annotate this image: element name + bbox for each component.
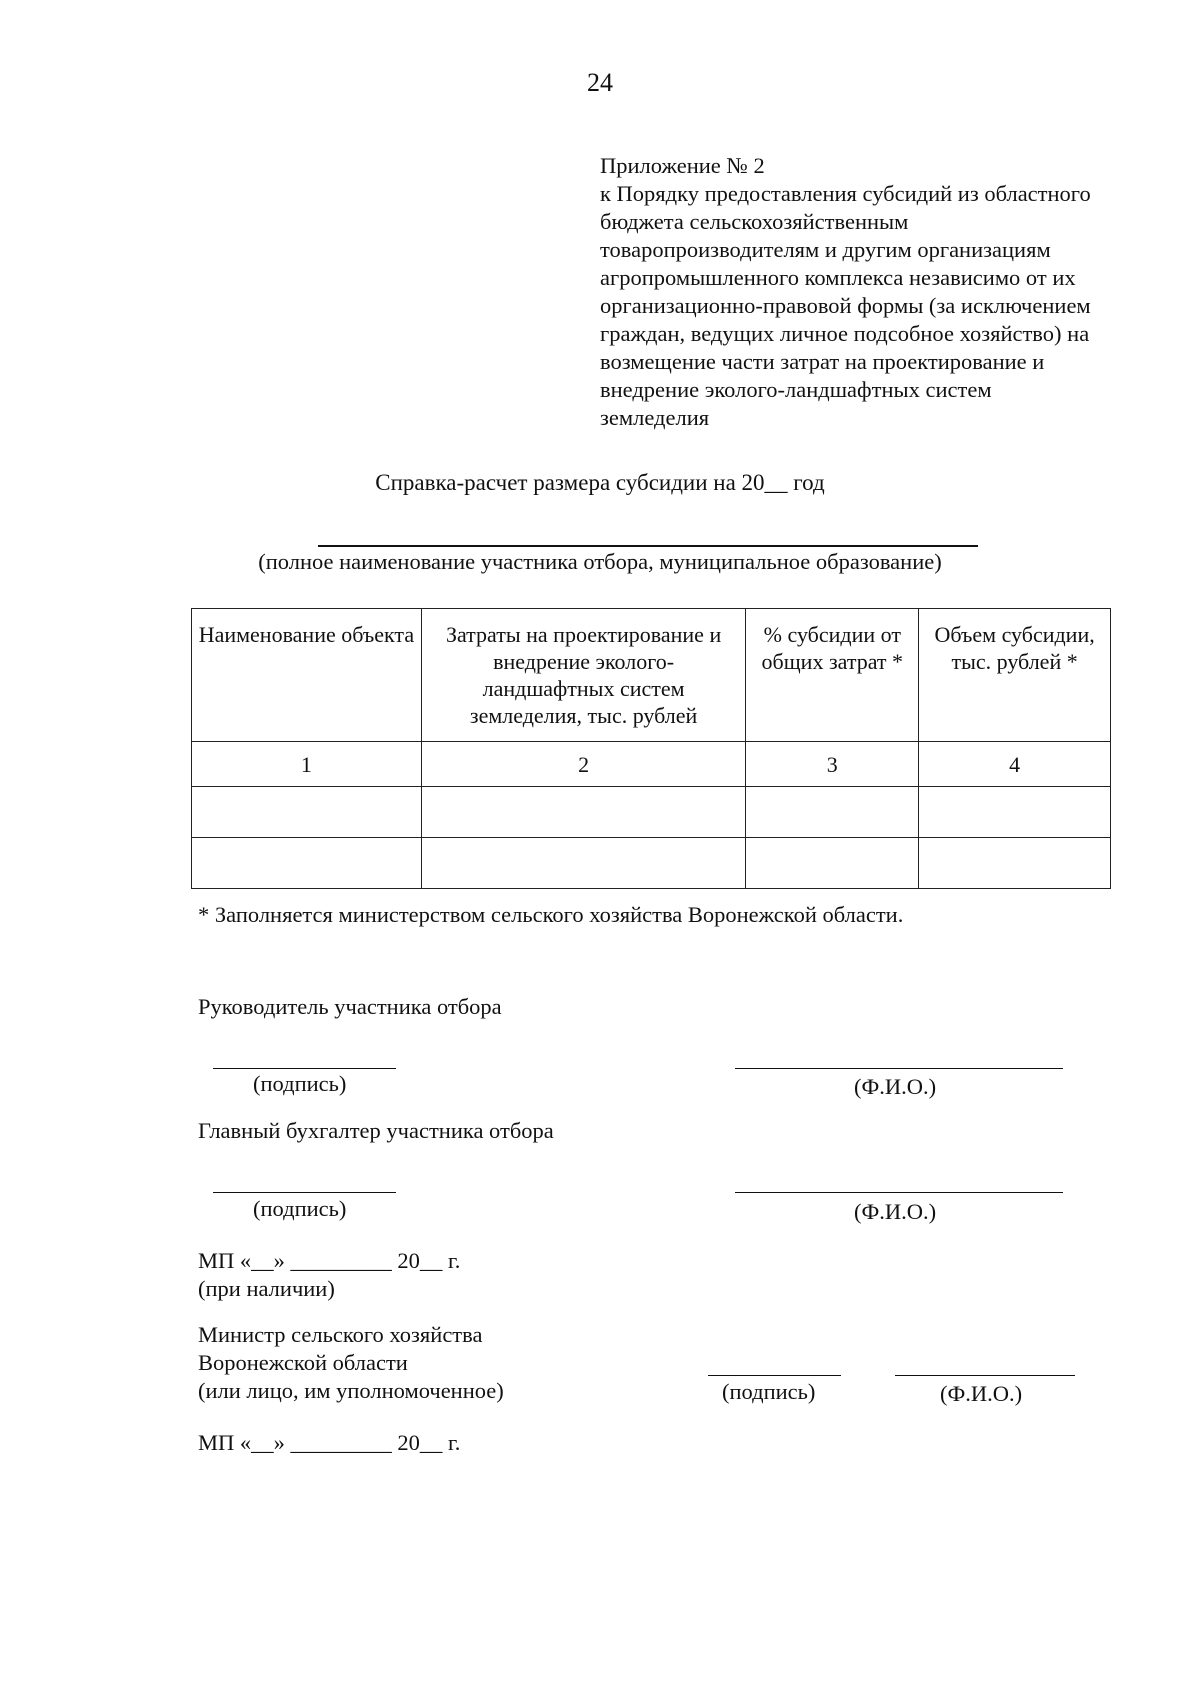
header-subsidy-percent: % субсидии от общих затрат *	[746, 609, 919, 742]
table-cell[interactable]	[192, 787, 422, 838]
participant-name-line[interactable]	[318, 545, 978, 547]
head-label: Руководитель участника отбора	[198, 994, 502, 1019]
accountant-label: Главный бухгалтер участника отбора	[198, 1118, 554, 1143]
table-footnote: * Заполняется министерством сельского хозяйства Воронежской области.	[198, 902, 904, 927]
accountant-fio-line[interactable]	[735, 1192, 1063, 1193]
appendix-line: земледелия	[600, 405, 710, 430]
table-cell[interactable]	[421, 787, 746, 838]
appendix-line: возмещение части затрат на проектирование и	[600, 349, 1045, 374]
minister-line: (или лицо, им уполномоченное)	[198, 1378, 504, 1403]
column-number: 4	[919, 742, 1111, 787]
minister-line: Воронежской области	[198, 1350, 408, 1375]
minister-fio-caption: (Ф.И.О.)	[940, 1381, 1023, 1406]
header-object-name: Наименование объекта	[192, 609, 422, 742]
appendix-line: агропромышленного комплекса независимо от их	[600, 265, 1076, 290]
appendix-header	[600, 152, 1160, 432]
minister-fio-line[interactable]	[895, 1375, 1075, 1376]
minister-stamp-date-line: МП «__» _________ 20__ г.	[198, 1430, 461, 1455]
head-fio-line[interactable]	[735, 1068, 1063, 1069]
table-row	[192, 787, 1111, 838]
minister-line: Министр сельского хозяйства	[198, 1322, 483, 1347]
appendix-line: товаропроизводителям и другим организациям	[600, 237, 1051, 262]
table-cell[interactable]	[746, 787, 919, 838]
column-number: 1	[192, 742, 422, 787]
column-number: 3	[746, 742, 919, 787]
table-row	[192, 838, 1111, 889]
column-number: 2	[421, 742, 746, 787]
header-costs: Затраты на проектирование и внедрение эколого-ландшафтных систем земледелия, тыс. рублей	[421, 609, 746, 742]
table-cell[interactable]	[919, 838, 1111, 889]
appendix-line: бюджета сельскохозяйственным	[600, 209, 909, 234]
appendix-line: Приложение № 2	[600, 153, 765, 178]
accountant-signature-line[interactable]	[213, 1192, 396, 1193]
page-number: 24	[587, 68, 613, 97]
appendix-line: к Порядку предоставления субсидий из областного	[600, 181, 1091, 206]
table-cell[interactable]	[192, 838, 422, 889]
accountant-signature-caption: (подпись)	[253, 1196, 347, 1221]
table-cell[interactable]	[746, 838, 919, 889]
minister-signature-caption: (подпись)	[722, 1379, 816, 1404]
accountant-fio-caption: (Ф.И.О.)	[854, 1199, 937, 1224]
subsidy-calculation-table	[191, 608, 1111, 889]
table-cell[interactable]	[919, 787, 1111, 838]
appendix-line: граждан, ведущих личное подсобное хозяйство) на	[600, 321, 1090, 346]
minister-signature-line[interactable]	[708, 1375, 841, 1376]
appendix-line: внедрение эколого-ландшафтных систем	[600, 377, 992, 402]
document-title: Справка-расчет размера субсидии на 20__ год	[375, 470, 825, 495]
head-signature-line[interactable]	[213, 1068, 396, 1069]
column-number-row	[192, 742, 1111, 787]
participant-name-caption: (полное наименование участника отбора, муниципальное образование)	[258, 549, 942, 574]
table-header-row	[192, 609, 1111, 742]
head-signature-caption: (подпись)	[253, 1071, 347, 1096]
appendix-line: организационно-правовой формы (за исключением	[600, 293, 1091, 318]
stamp-date-line: МП «__» _________ 20__ г.	[198, 1248, 461, 1273]
table-cell[interactable]	[421, 838, 746, 889]
stamp-note: (при наличии)	[198, 1276, 335, 1301]
head-fio-caption: (Ф.И.О.)	[854, 1074, 937, 1099]
header-subsidy-amount: Объем субсидии, тыс. рублей *	[919, 609, 1111, 742]
